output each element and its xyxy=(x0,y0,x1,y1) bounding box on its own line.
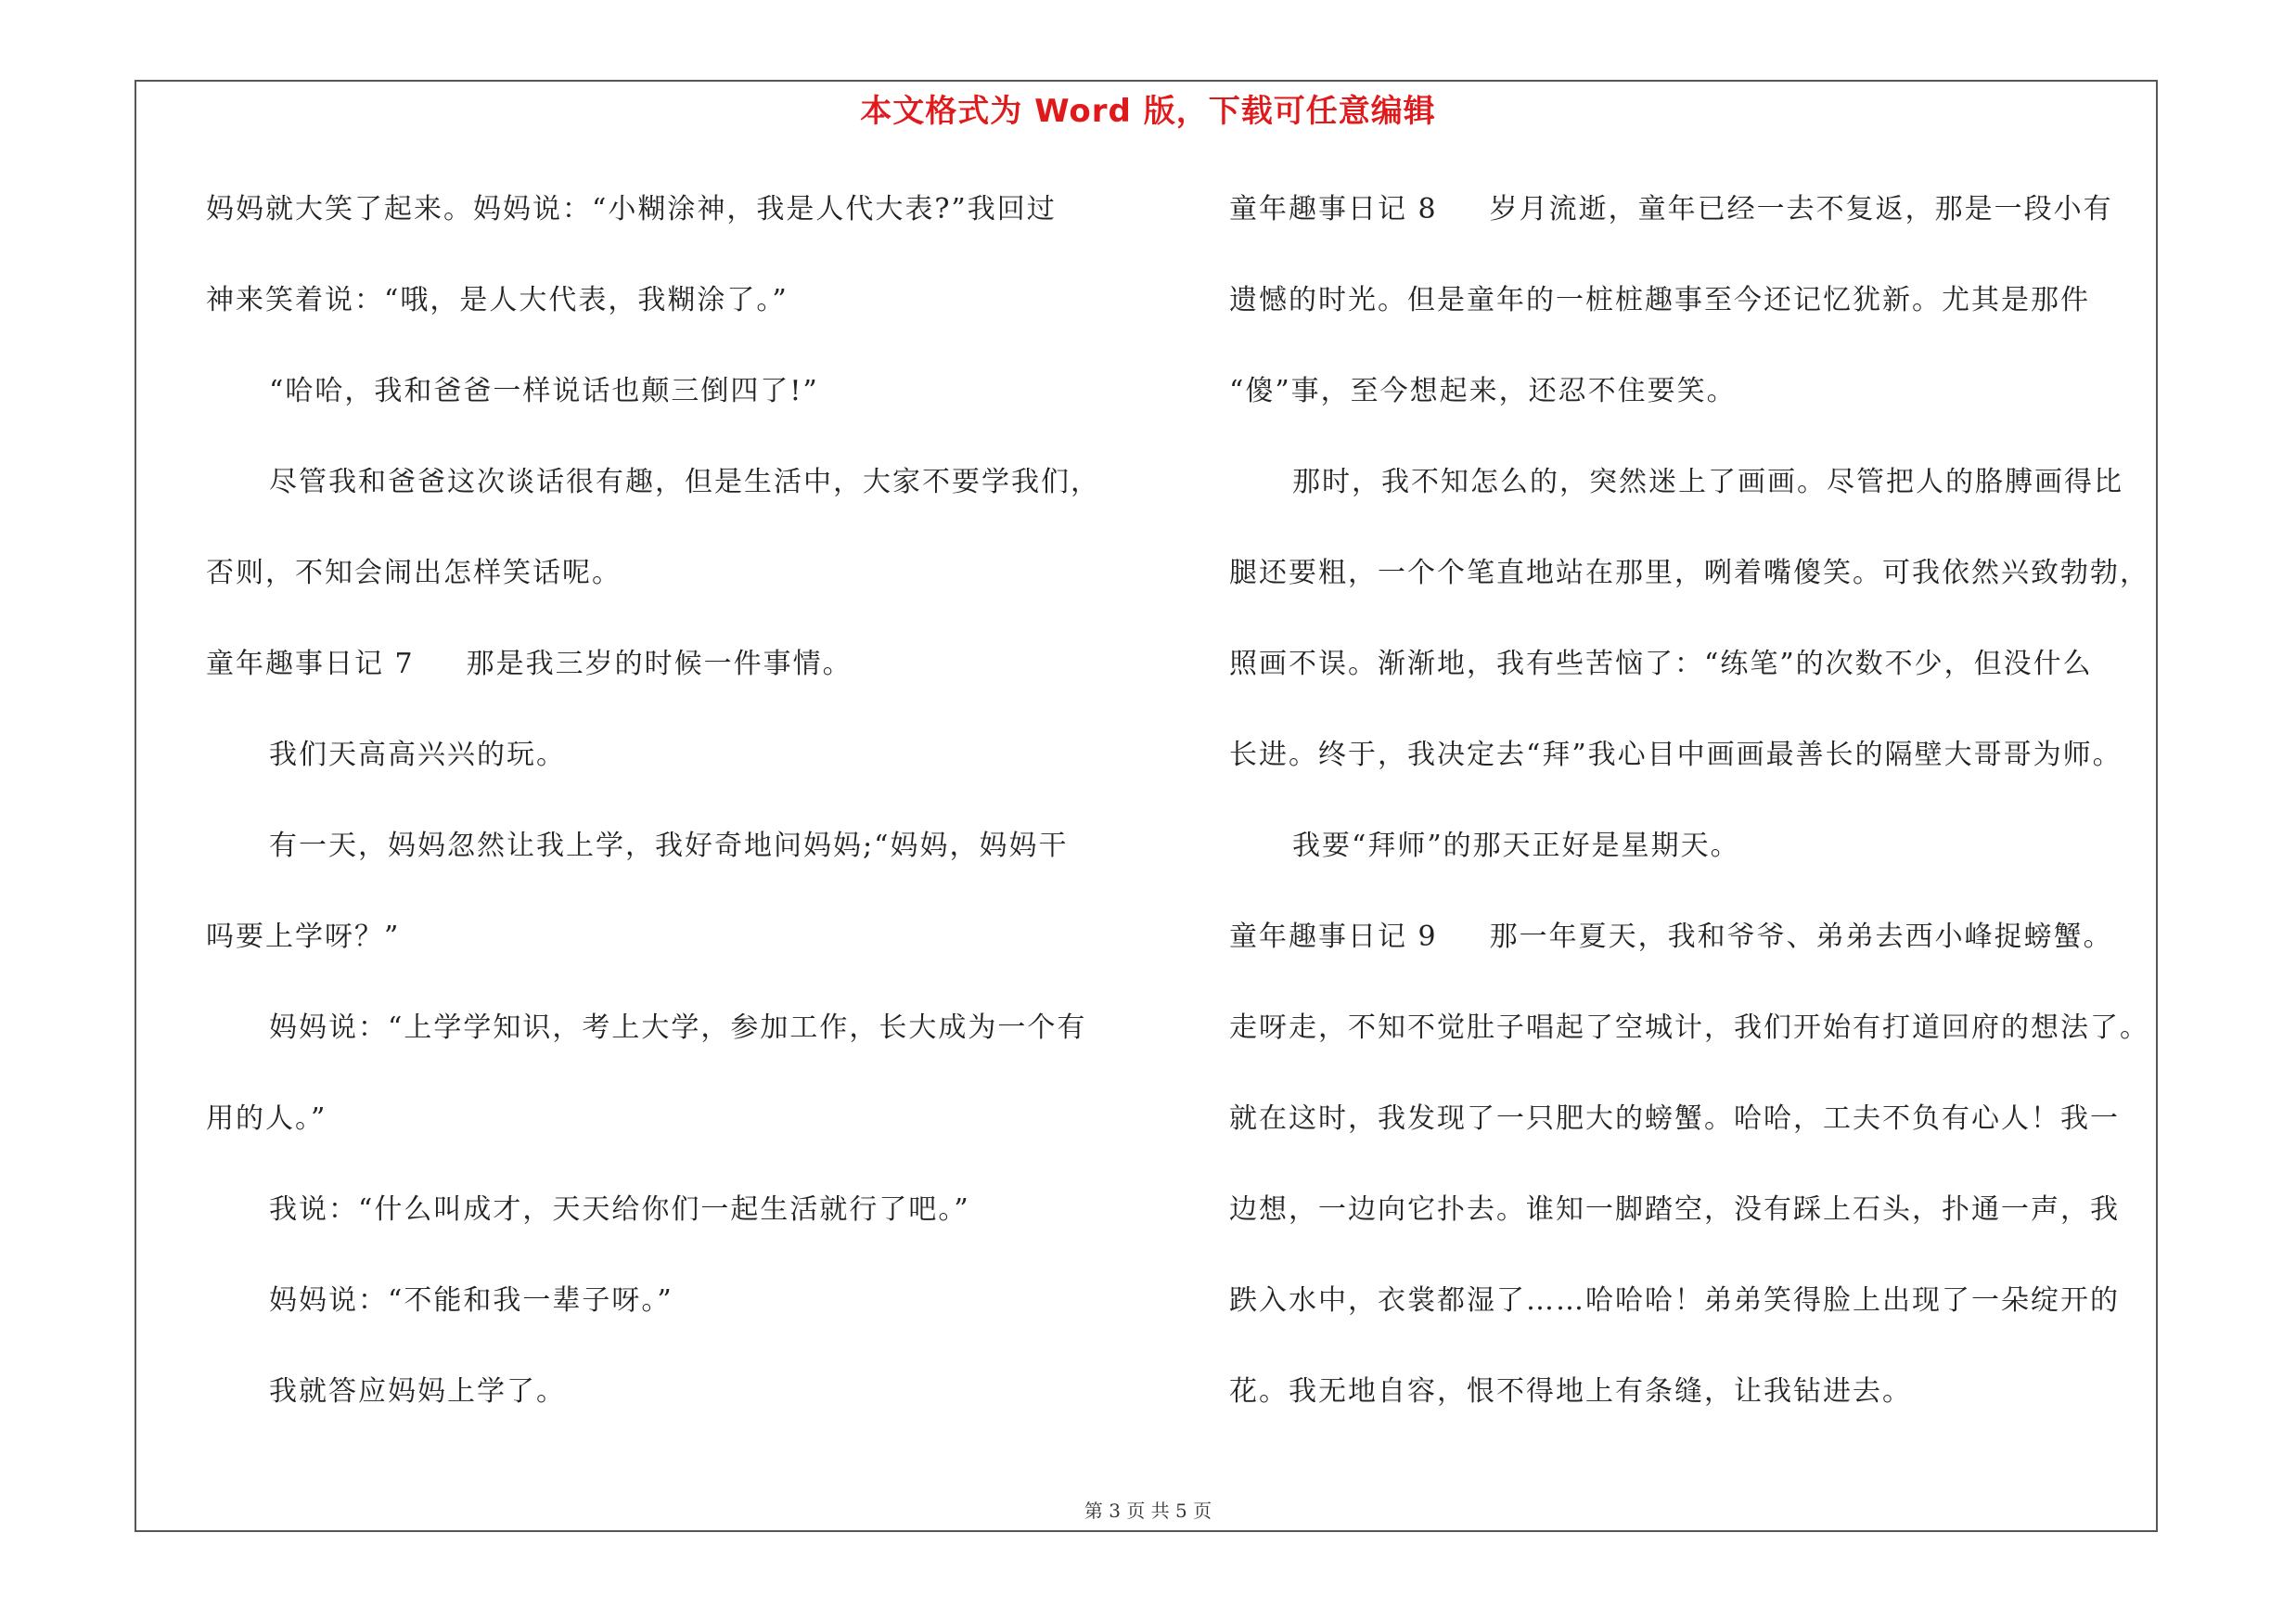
paragraph-line: 有一天，妈妈忽然让我上学，我好奇地问妈妈;“妈妈，妈妈干 xyxy=(269,830,1069,862)
left-column xyxy=(206,182,1148,1455)
paragraph-line: 那时，我不知怎么的，突然迷上了画画。尽管把人的胳膊画得比 xyxy=(1292,466,2123,498)
right-column xyxy=(1229,182,2161,1455)
entry-text: 那一年夏天，我和爷爷、弟弟去西小峰捉螃蟹。 xyxy=(1489,921,2113,953)
paragraph-line: 妈妈说：“不能和我一辈子呀。” xyxy=(269,1284,673,1317)
paragraph-line: 妈妈就大笑了起来。妈妈说：“小糊涂神，我是人代大表?”我回过 xyxy=(206,193,1057,225)
entry-heading: 童年趣事日记 7 xyxy=(206,648,415,680)
paragraph-line: 遗憾的时光。但是童年的一桩桩趣事至今还记忆犹新。尤其是那件 xyxy=(1229,284,2090,316)
paragraph-line: 妈妈说：“上学学知识，考上大学，参加工作，长大成为一个有 xyxy=(269,1011,1087,1044)
paragraph-line: 吗要上学呀？” xyxy=(206,921,401,953)
paragraph-line: 用的人。” xyxy=(206,1102,327,1135)
paragraph-line: 否则，不知会闹出怎样笑话呢。 xyxy=(206,557,622,589)
entry-heading: 童年趣事日记 9 xyxy=(1229,921,1438,953)
paragraph-line: 我们天高高兴兴的玩。 xyxy=(269,739,566,771)
paragraph-line: 照画不误。渐渐地，我有些苦恼了：“练笔”的次数不少，但没什么 xyxy=(1229,648,2093,680)
paragraph-line: 长进。终于，我决定去“拜”我心目中画画最善长的隔壁大哥哥为师。 xyxy=(1229,739,2123,771)
paragraph-line: 就在这时，我发现了一只肥大的螃蟹。哈哈，工夫不负有心人！我一 xyxy=(1229,1102,2120,1135)
entry-text: 岁月流逝，童年已经一去不复返，那是一段小有 xyxy=(1489,193,2113,225)
paragraph-line: 我要“拜师”的那天正好是星期天。 xyxy=(1292,830,1740,862)
paragraph-line: 尽管我和爸爸这次谈话很有趣，但是生活中，大家不要学我们， xyxy=(269,466,1100,498)
entry-heading: 童年趣事日记 8 xyxy=(1229,193,1438,225)
paragraph-line: “傻”事，至今想起来，还忍不住要笑。 xyxy=(1229,375,1737,407)
paragraph-line: 边想，一边向它扑去。谁知一脚踏空，没有踩上石头，扑通一声，我 xyxy=(1229,1193,2120,1226)
paragraph-line: 我说：“什么叫成才，天天给你们一起生活就行了吧。” xyxy=(269,1193,970,1226)
paragraph-line: 走呀走，不知不觉肚子唱起了空城计，我们开始有打道回府的想法了。 xyxy=(1229,1011,2149,1044)
paragraph-line: 我就答应妈妈上学了。 xyxy=(269,1375,566,1408)
page-number: 第 3 页 共 5 页 xyxy=(1084,1500,1212,1522)
header-banner: 本文格式为 Word 版，下载可任意编辑 xyxy=(860,93,1436,130)
paragraph-line: 神来笑着说：“哦，是人大代表，我糊涂了。” xyxy=(206,284,789,316)
diary-entry-line xyxy=(1229,909,2161,1000)
diary-entry-line xyxy=(1229,182,2161,273)
paragraph-line: 腿还要粗，一个个笔直地站在那里，咧着嘴傻笑。可我依然兴致勃勃， xyxy=(1229,557,2149,589)
paragraph-line: “哈哈，我和爸爸一样说话也颠三倒四了!” xyxy=(269,375,819,407)
paragraph-line: 跌入水中，衣裳都湿了……哈哈哈！弟弟笑得脸上出现了一朵绽开的 xyxy=(1229,1284,2120,1317)
entry-text: 那是我三岁的时候一件事情。 xyxy=(466,648,853,680)
diary-entry-line xyxy=(206,637,1148,728)
paragraph-line: 花。我无地自容，恨不得地上有条缝，让我钻进去。 xyxy=(1229,1375,1912,1408)
